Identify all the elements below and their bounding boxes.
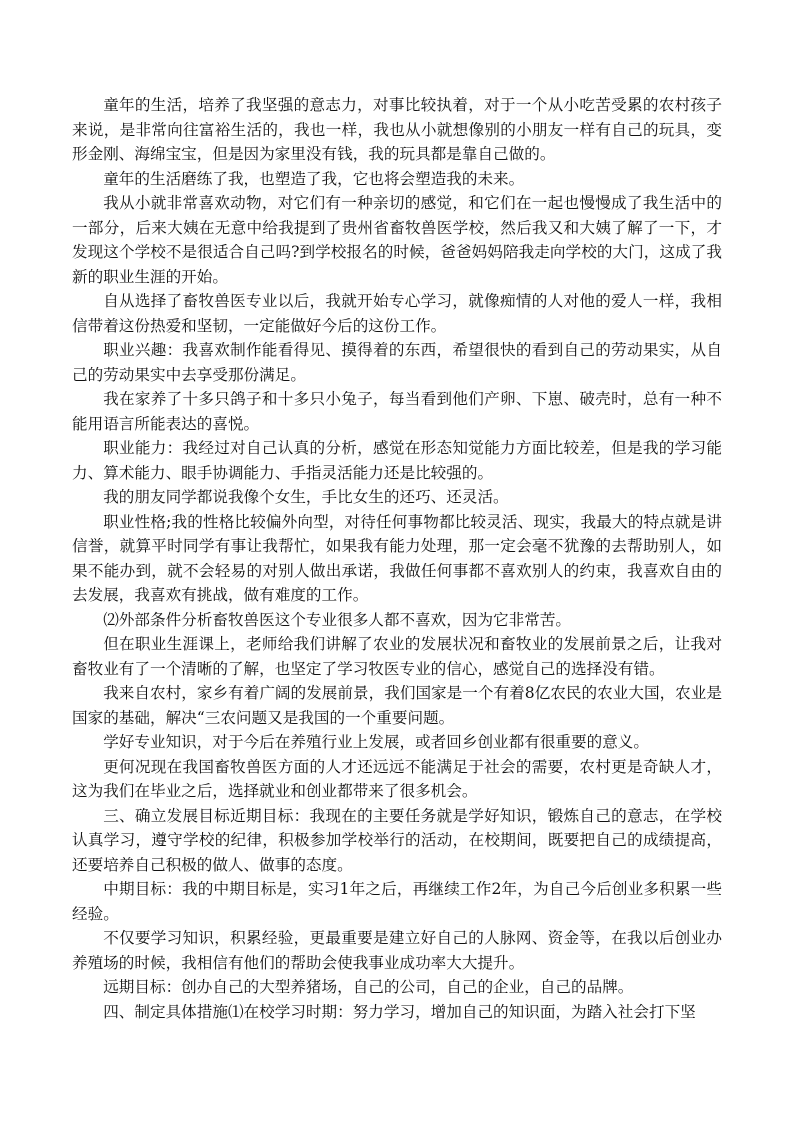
paragraph-career-interest: 职业兴趣：我喜欢制作能看得见、摸得着的东西，希望很快的看到自己的劳动果实，从自己的劳动果实中去享受那份满足。 xyxy=(72,341,722,384)
paragraph-choosing-major: 自从选择了畜牧兽医专业以后，我就开始专心学习，就像痴情的人对他的爱人一样，我相信带着这份热爱和坚韧，一定能做好今后的这份工作。 xyxy=(72,292,722,335)
paragraph-talent-demand: 更何况现在我国畜牧兽医方面的人才还远远不能满足于社会的需要，农村更是奇缺人才，这为我们在毕业之后，选择就业和创业都带来了很多机会。 xyxy=(72,757,722,800)
paragraph-professional-knowledge: 学好专业知识，对于今后在养殖行业上发展，或者回乡创业都有很重要的意义。 xyxy=(103,733,649,751)
paragraph-long-term-goal: 远期目标：创办自己的大型养猪场，自己的公司，自己的企业，自己的品牌。 xyxy=(103,978,634,996)
paragraph-career-ability: 职业能力：我经过对自己认真的分析，感觉在形态知觉能力方面比较差，但是我的学习能力、算术能力、眼手协调能力、手指灵活能力还是比较强的。 xyxy=(72,439,722,482)
paragraph-short-term-goal: 三、确立发展目标近期目标：我现在的主要任务就是学好知识，锻炼自己的意志，在学校认真学习，遵守学校的纪律，积极参加学校举行的活动，在校期间，既要把自己的成绩提高，还要培养自己积极的做人、做事的态度。 xyxy=(72,806,722,874)
paragraph-raising-pets: 我在家养了十多只鸽子和十多只小兔子，每当看到他们产卵、下崽、破壳时，总有一种不能用语言所能表达的喜悦。 xyxy=(72,390,722,433)
paragraph-career-personality: 职业性格;我的性格比较偏外向型，对待任何事物都比较灵活、现实，我最大的特点就是讲信誉，就算平时同学有事让我帮忙，如果我有能力处理，那一定会毫不犹豫的去帮助别人，如果不能办到，就不会轻易的对别人做出承诺，我做任何事都不喜欢别人的约束，我喜欢自由的去发展，我喜欢有挑战，做有难度的工作。 xyxy=(72,512,722,604)
paragraph-network-and-funds: 不仅要学习知识，积累经验，更最重要是建立好自己的人脉网、资金等，在我以后创业办养殖场的时候，我相信有他们的帮助会使我事业成功率大大提升。 xyxy=(72,929,722,972)
paragraph-childhood-shaped-me: 童年的生活磨练了我，也塑造了我，它也将会塑造我的未来。 xyxy=(103,169,525,188)
paragraph-love-of-animals: 我从小就非常喜欢动物，对它们有一种亲切的感觉，和它们在一起也慢慢成了我生活中的一部分，后来大姨在无意中给我提到了贵州省畜牧兽医学校，然后我又和大姨了解了一下，才发现这个学校不是很适合自己吗?到学校报名的时候，爸爸妈妈陪我走向学校的大门，这成了我新的职业生涯的开始。 xyxy=(72,194,722,286)
paragraph-external-conditions: ⑵外部条件分析畜牧兽医这个专业很多人都不喜欢，因为它非常苦。 xyxy=(103,610,572,629)
paragraph-career-class: 但在职业生涯课上，老师给我们讲解了农业的发展状况和畜牧业的发展前景之后，让我对畜牧业有了一个清晰的了解，也坚定了学习牧医专业的信心，感觉自己的选择没有错。 xyxy=(72,635,722,678)
paragraph-friends-comment: 我的朋友同学都说我像个女生，手比女生的还巧、还灵活。 xyxy=(103,488,509,506)
paragraph-concrete-measures: 四、制定具体措施⑴在校学习时期：努力学习，增加自己的知识面，为踏入社会打下坚 xyxy=(103,1002,696,1021)
paragraph-rural-prospects: 我来自农村，家乡有着广阔的发展前景，我们国家是一个有着8亿农民的农业大国，农业是国家的基础，解决“三农问题又是我国的一个重要问题。 xyxy=(72,684,722,727)
paragraph-mid-term-goal: 中期目标：我的中期目标是，实习1年之后，再继续工作2年，为自己今后创业多积累一些经验。 xyxy=(72,880,722,923)
paragraph-childhood-life: 童年的生活，培养了我坚强的意志力，对事比较执着，对于一个从小吃苦受累的农村孩子来说，是非常向往富裕生活的，我也一样，我也从小就想像别的小朋友一样有自己的玩具，变形金刚、海绵宝宝，但是因为家里没有钱，我的玩具都是靠自己做的。 xyxy=(72,96,722,163)
document-page xyxy=(72,93,722,1024)
